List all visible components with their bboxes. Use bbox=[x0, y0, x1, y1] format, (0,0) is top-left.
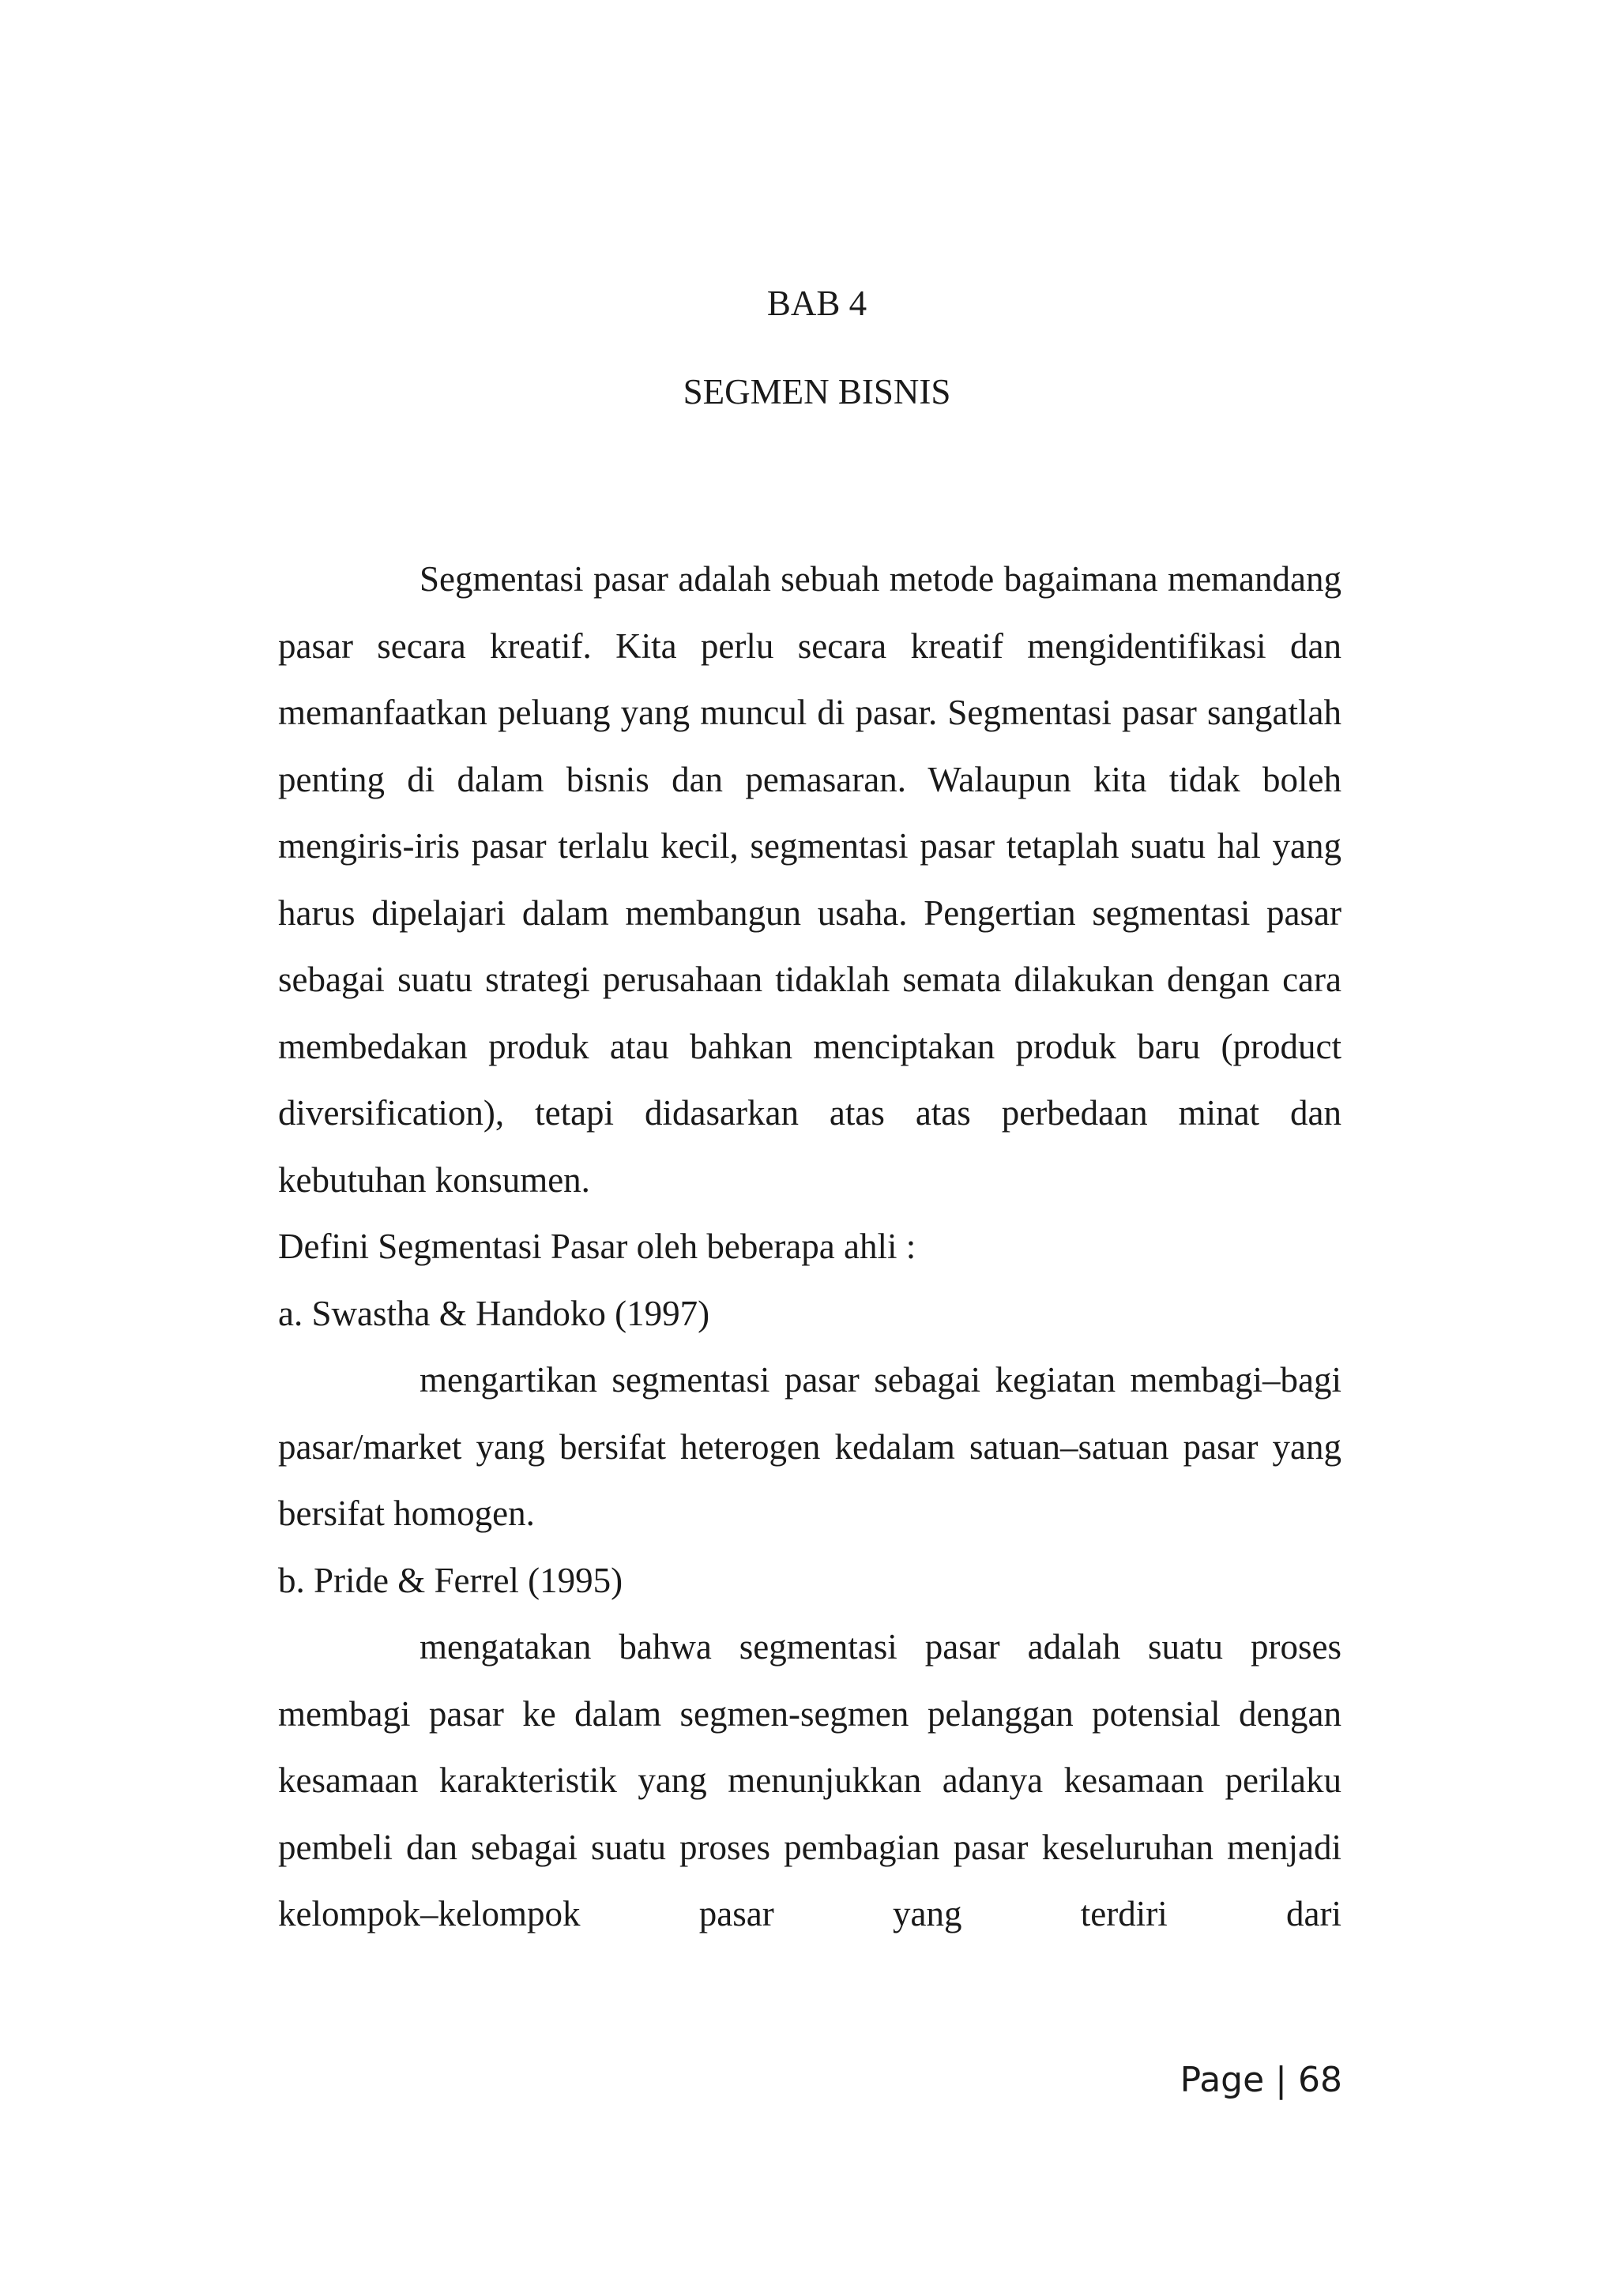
page-footer bbox=[1180, 2058, 1342, 2102]
page-number: 68 bbox=[1298, 2060, 1342, 2100]
page-separator: | bbox=[1275, 2060, 1287, 2100]
body-text bbox=[278, 546, 1341, 1948]
expert-definition-pride-ferrel: mengatakan bahwa segmentasi pasar adalah suatu proses membagi pasar ke dalam segmen-segmen pelanggan potensial dengan kesamaan karakteristik yang menunjukkan adanya kesamaan perilaku pembeli dan sebagai suatu proses pembagian pasar keseluruhan menjadi kelompok–kelompok pasar yang terdiri dari bbox=[278, 1627, 1341, 1933]
expert-label-pride-ferrel: b. Pride & Ferrel (1995) bbox=[278, 1560, 623, 1600]
intro-paragraph: Segmentasi pasar adalah sebuah metode bagaimana memandang pasar secara kreatif. Kita perlu secara kreatif mengidentifikasi dan memanfaatkan peluang yang muncul di pasar. Segmentasi pasar sangatlah penting di dalam bisnis dan pemasaran. Walaupun kita tidak boleh mengiris-iris pasar terlalu kecil, segmentasi pasar tetaplah suatu hal yang harus dipelajari dalam membangun usaha. Pengertian segmentasi pasar sebagai suatu strategi perusahaan tidaklah semata dilakukan dengan cara membedakan produk atau bahkan menciptakan produk baru (product diversification), tetapi didasarkan atas atas perbedaan minat dan kebutuhan konsumen. bbox=[278, 559, 1341, 1200]
page-label: Page bbox=[1180, 2060, 1265, 2100]
definitions-heading: Defini Segmentasi Pasar oleh beberapa ahli : bbox=[278, 1227, 916, 1266]
chapter-title: SEGMEN BISNIS bbox=[683, 372, 951, 411]
expert-label-swastha-handoko: a. Swastha & Handoko (1997) bbox=[278, 1293, 710, 1333]
chapter-number: BAB 4 bbox=[766, 284, 867, 323]
expert-definition-swastha-handoko: mengartikan segmentasi pasar sebagai kegiatan membagi–bagi pasar/market yang bersifat heterogen kedalam satuan–satuan pasar yang bersifat homogen. bbox=[278, 1360, 1341, 1533]
